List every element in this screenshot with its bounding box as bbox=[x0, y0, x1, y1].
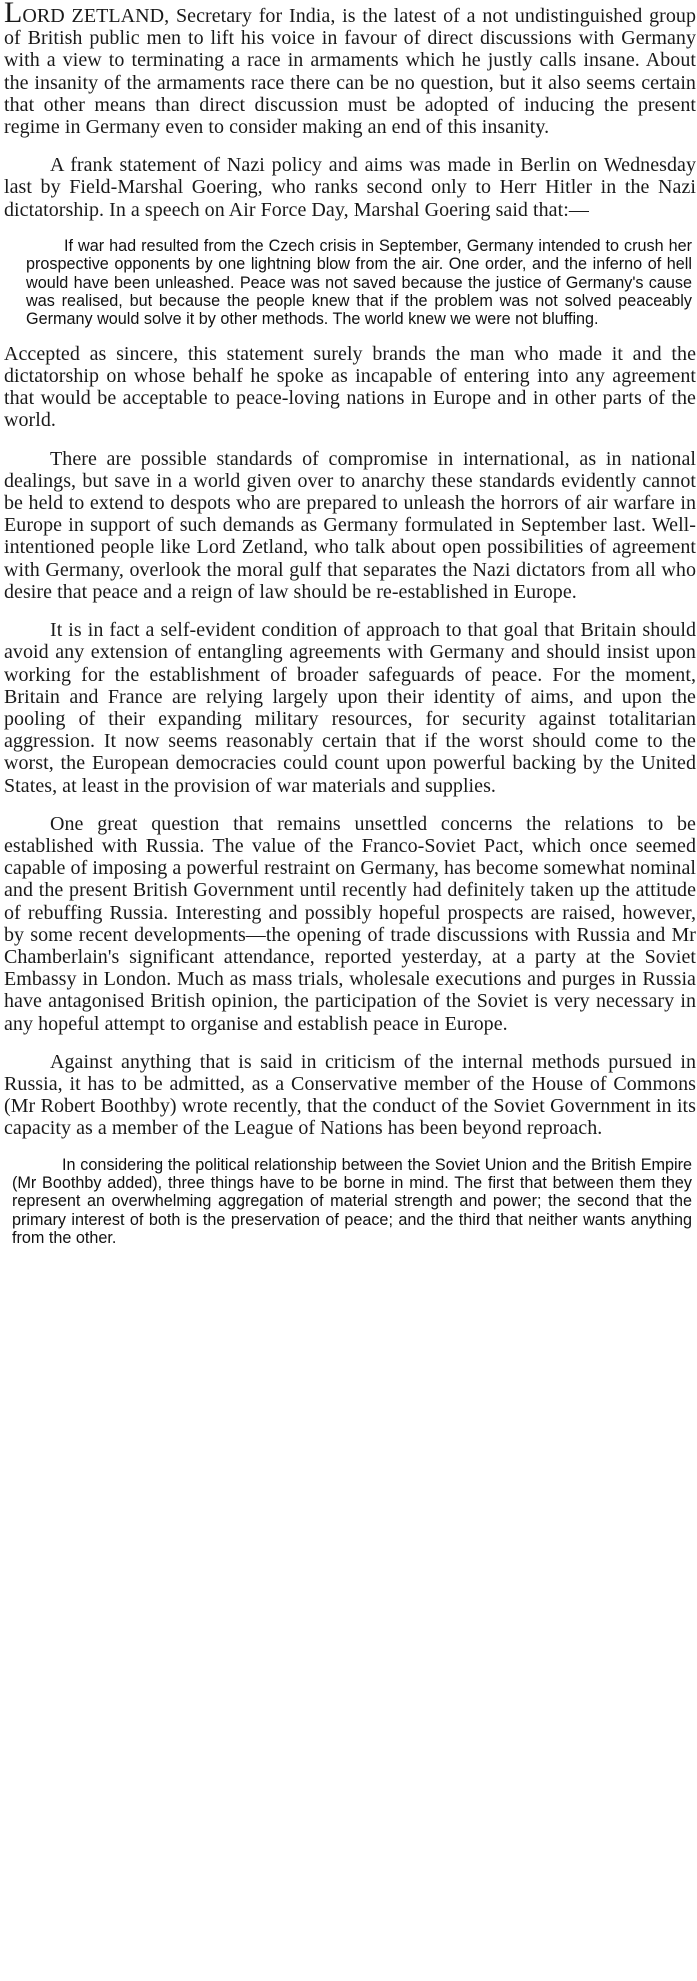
lead-paragraph bbox=[4, 2, 696, 138]
lead-text: Secretary for India, is the latest of a not undistinguished group of British public men to lift his voice in favour of direct discussions with Germany with a view to terminating a race in armaments which he justly calls insane. About the insanity of the armaments race there can be no question, but it also seems certain that other means than direct discussion must be adopted of inducing the present regime in Germany even to consider making an end of this insanity. bbox=[4, 5, 696, 139]
drop-cap: L bbox=[4, 0, 23, 29]
goering-quote: If war had resulted from the Czech crisis in September, Germany intended to crush her prospective opponents by one lightning blow from the air. One order, and the inferno of hell would have been unleashed. Peace was not saved because the justice of Germany's cause was realised, but because the people knew that if the problem was not solved peaceably Germany would solve it by other methods. The world knew we were not bluffing. bbox=[26, 236, 692, 329]
paragraph-accepted-as-sincere: Accepted as sincere, this statement surely brands the man who made it and the dictatorship on whose behalf he spoke as incapable of entering into any agreement that would be acceptable to peace-loving nations in Europe and in other parts of the world. bbox=[4, 342, 696, 432]
boothby-quote: In considering the political relationship between the Soviet Union and the British Empire (Mr Boothby added), three things have to be borne in mind. The first that between them they represent an overwhelming aggregation of material strength and power; the second that the primary interest of both is the preservation of peace; and the third that neither wants anything from the other. bbox=[12, 1155, 692, 1248]
paragraph-standards-of-compromise: There are possible standards of compromise in international, as in national dealings, but save in a world given over to anarchy these standards evidently cannot be held to extend to despots who are prepared to unleash the horrors of air warfare in Europe in support of such demands as Germany formulated in September last. Well-intentioned people like Lord Zetland, who talk about open possibilities of agreement with Germany, overlook the moral gulf that separates the Nazi dictators from all who desire that peace and a reign of law should be re-established in Europe. bbox=[4, 447, 696, 603]
paragraph-goering-statement: A frank statement of Nazi policy and aims was made in Berlin on Wednesday last by Field-Marshal Goering, who ranks second only to Herr Hitler in the Nazi dictatorship. In a speech on Air Force Day, Marshal Goering said that:— bbox=[4, 154, 696, 221]
lead-caps: ORD ZETLAND, bbox=[22, 5, 170, 27]
paragraph-self-evident-condition: It is in fact a self-evident condition of approach to that goal that Britain should avoid any extension of entangling agreements with Germany and should insist upon working for the establishment of broader safeguards of peace. For the moment, Britain and France are relying largely upon their identity of aims, and upon the pooling of their expanding military resources, for security against totalitarian aggression. It now seems reasonably certain that if the worst should come to the worst, the European democracies could count upon powerful backing by the United States, at least in the provision of war materials and supplies. bbox=[4, 619, 696, 797]
article-column bbox=[4, 2, 696, 1248]
paragraph-relations-with-russia: One great question that remains unsettled concerns the relations to be established with Russia. The value of the Franco-Soviet Pact, which once seemed capable of imposing a powerful restraint on Germany, has become somewhat nominal and the present British Government until recently had definitely taken up the attitude of rebuffing Russia. Interesting and possibly hopeful prospects are raised, however, by some recent developments—the opening of trade discussions with Russia and Mr Chamberlain's significant attendance, reported yesterday, at a party at the Soviet Embassy in London. Much as mass trials, wholesale executions and purges in Russia have antagonised British opinion, the participation of the Soviet is very necessary in any hopeful attempt to organise and establish peace in Europe. bbox=[4, 812, 696, 1035]
paragraph-internal-methods: Against anything that is said in criticism of the internal methods pursued in Russia, it has to be admitted, as a Conservative member of the House of Commons (Mr Robert Boothby) wrote recently, that the conduct of the Soviet Government in its capacity as a member of the League of Nations has been beyond reproach. bbox=[4, 1050, 696, 1140]
